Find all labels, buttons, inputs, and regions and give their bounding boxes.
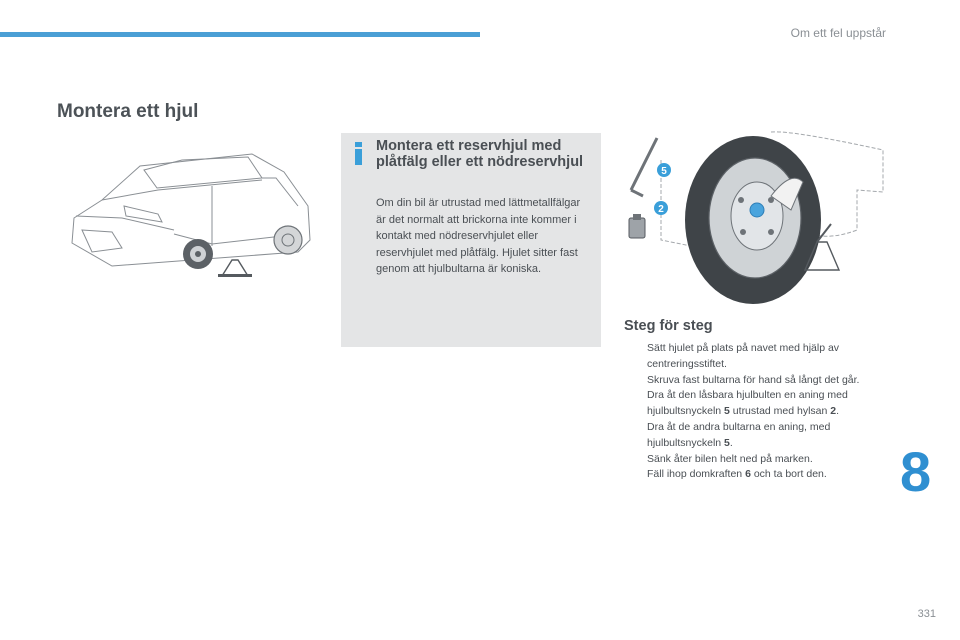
tool-reference: 2 <box>830 405 837 418</box>
info-box-body: Om din bil är utrustad med lättmetallfälgar är det normalt att brickorna inte kommer i kontakt med nödreservhjulet eller reservhjulet med plåtfälg. Hjulet sitter fast genom att hjulbultarna är koniska. <box>376 197 581 275</box>
step-item: Sänk åter bilen helt ned på marken. <box>647 452 813 465</box>
step-item: Dra åt den låsbara hjulbulten en aning med hjulbultsnyckeln 5 utrustad med hylsan 2. <box>647 389 848 418</box>
tool-reference: 6 <box>745 468 751 481</box>
tool-reference: 5 <box>724 405 730 418</box>
car-illustration <box>62 148 316 283</box>
header-accent-bar <box>0 32 480 37</box>
info-box-title: Montera ett reservhjul med plåtfälg eller ett nödreservhjul <box>376 138 584 170</box>
callout-2-label: 2 <box>658 204 664 215</box>
tool-reference: 5 <box>724 436 730 449</box>
step-item: Dra åt de andra bultarna en aning, med hjulbultsnyckeln 5. <box>647 420 831 449</box>
page-title: Montera ett hjul <box>57 101 199 122</box>
step-item: Fäll ihop domkraften 6 och ta bort den. <box>647 468 827 481</box>
wheel-fitting-illustration <box>621 130 885 306</box>
steps-title: Steg för steg <box>624 318 713 334</box>
step-item: Sätt hjulet på plats på navet med hjälp av centreringsstiftet. <box>647 342 840 370</box>
page-number: 331 <box>917 608 936 620</box>
info-icon <box>355 142 363 166</box>
step-item: Skruva fast bultarna för hand så långt det går. <box>647 373 860 386</box>
callout-5-label: 5 <box>661 166 667 177</box>
steps-list <box>624 341 889 483</box>
chapter-number: 8 <box>900 440 932 503</box>
section-title: Om ett fel uppstår <box>790 26 886 40</box>
info-box <box>341 133 601 347</box>
